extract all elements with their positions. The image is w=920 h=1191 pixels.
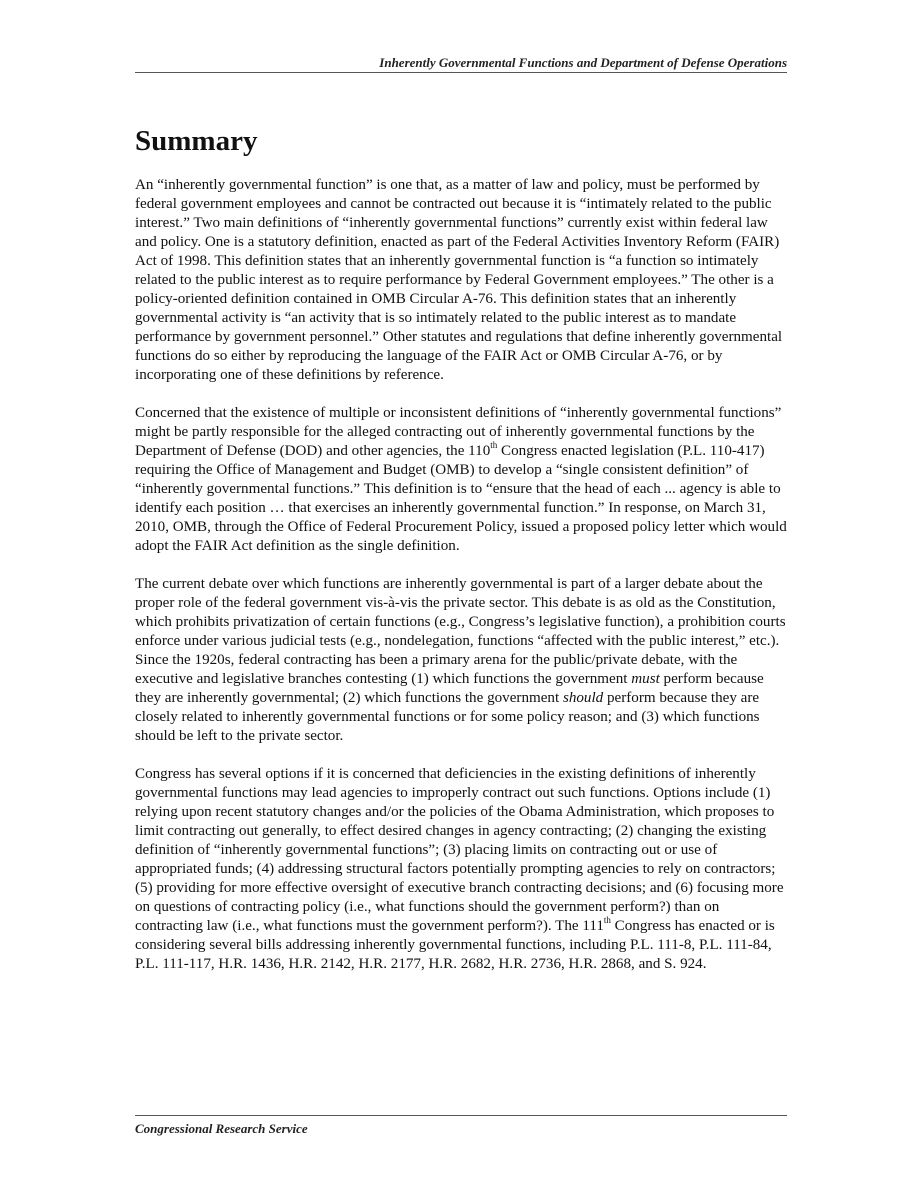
header-divider xyxy=(135,72,787,73)
page-title: Summary xyxy=(135,125,258,157)
paragraph-definitions: An “inherently governmental function” is one that, as a matter of law and policy, must be performed by federal government employees and cannot be contracted out because it is “intimately related to the public interest.” Two main definitions of “inherently governmental functions” currently exist within federal law and policy. One is a statutory definition, enacted as part of the Federal Activities Inventory Reform (FAIR) Act of 1998. This definition states that an inherently governmental function is “a function so intimately related to the public interest as to require performance by Federal Government employees.” The other is a policy-oriented definition contained in OMB Circular A-76. This definition states that an inherently governmental activity is “an activity that is so intimately related to the public interest as to mandate performance by government personnel.” Other statutes and regulations that define inherently governmental functions do so either by reproducing the language of the FAIR Act or OMB Circular A-76, or by incorporating one of these definitions by reference. xyxy=(135,177,783,383)
paragraph-text: perform because they are closely related to inherently governmental functions or for some policy reason; and (3) which functions should be left to the private sector. xyxy=(135,690,760,744)
paragraph-text: Congress enacted legislation (P.L. 110-417) requiring the Office of Management and Budget (OMB) to develop a “single consistent definition” of “inherently governmental functions.” This definition is to “ensure that the head of each ... agency is able to identify each position … that exercises an inherently governmental function.” In response, on March 31, 2010, OMB, through the Office of Federal Procurement Policy, issued a proposed policy letter which would adopt the FAIR Act definition as the single definition. xyxy=(135,443,787,554)
paragraph-text: The current debate over which functions are inherently governmental is part of a larger debate about the proper role of the federal government vis-à-vis the private sector. This debate is as old as the Constitution, which prohibits privatization of certain functions (e.g., Congress’s legislative function), a prohibition courts enforce under various judicial tests (e.g., nondelegation, functions “affected with the public interest,” etc.). Since the 1920s, federal contracting has been a primary arena for the public/private debate, with the executive and legislative branches contesting (1) which functions the government xyxy=(135,576,786,687)
ordinal-superscript: th xyxy=(490,439,498,450)
paragraph-text: Congress has several options if it is concerned that deficiencies in the existing definitions of inherently governmental functions may lead agencies to improperly contract out such functions. Options include (1) relying upon recent statutory changes and/or the policies of the Obama Administration, which proposes to limit contracting out generally, to effect desired changes in agency contracting; (2) changing the existing definition of “inherently governmental functions”; (3) placing limits on contracting out or use of appropriated funds; (4) addressing structural factors potentially prompting agencies to rely on contractors; (5) providing for more effective oversight of executive branch contracting decisions; and (6) focusing more on questions of contracting policy (i.e., what functions should the government perform?) than on contracting law (i.e., what functions must the government perform?). The 111 xyxy=(135,766,784,934)
paragraph-current-debate xyxy=(135,575,789,746)
emphasis-must: must xyxy=(631,671,660,687)
running-header: Inherently Governmental Functions and Department of Defense Operations xyxy=(379,55,787,70)
summary-body xyxy=(135,176,789,974)
paragraph-text: Concerned that the existence of multiple or inconsistent definitions of “inherently governmental functions” might be partly responsible for the alleged contracting out of inherently governmental functions by the Department of Defense (DOD) and other agencies, the 110 xyxy=(135,405,782,459)
running-footer: Congressional Research Service xyxy=(135,1121,308,1136)
footer-divider xyxy=(135,1115,787,1116)
paragraph-congress-requirement xyxy=(135,404,789,556)
paragraph-congressional-options xyxy=(135,765,789,974)
paragraph-text: perform because they are inherently governmental; (2) which functions the government xyxy=(135,671,764,706)
emphasis-should: should xyxy=(562,690,604,706)
paragraph-text: Congress has enacted or is considering several bills addressing inherently governmental functions, including P.L. 111-8, P.L. 111-84, P.L. 111-117, H.R. 1436, H.R. 2142, H.R. 2177, H.R. 2682, H.R. 2736, H.R. 2868, and S. 924. xyxy=(135,918,775,972)
ordinal-superscript: th xyxy=(603,914,611,925)
